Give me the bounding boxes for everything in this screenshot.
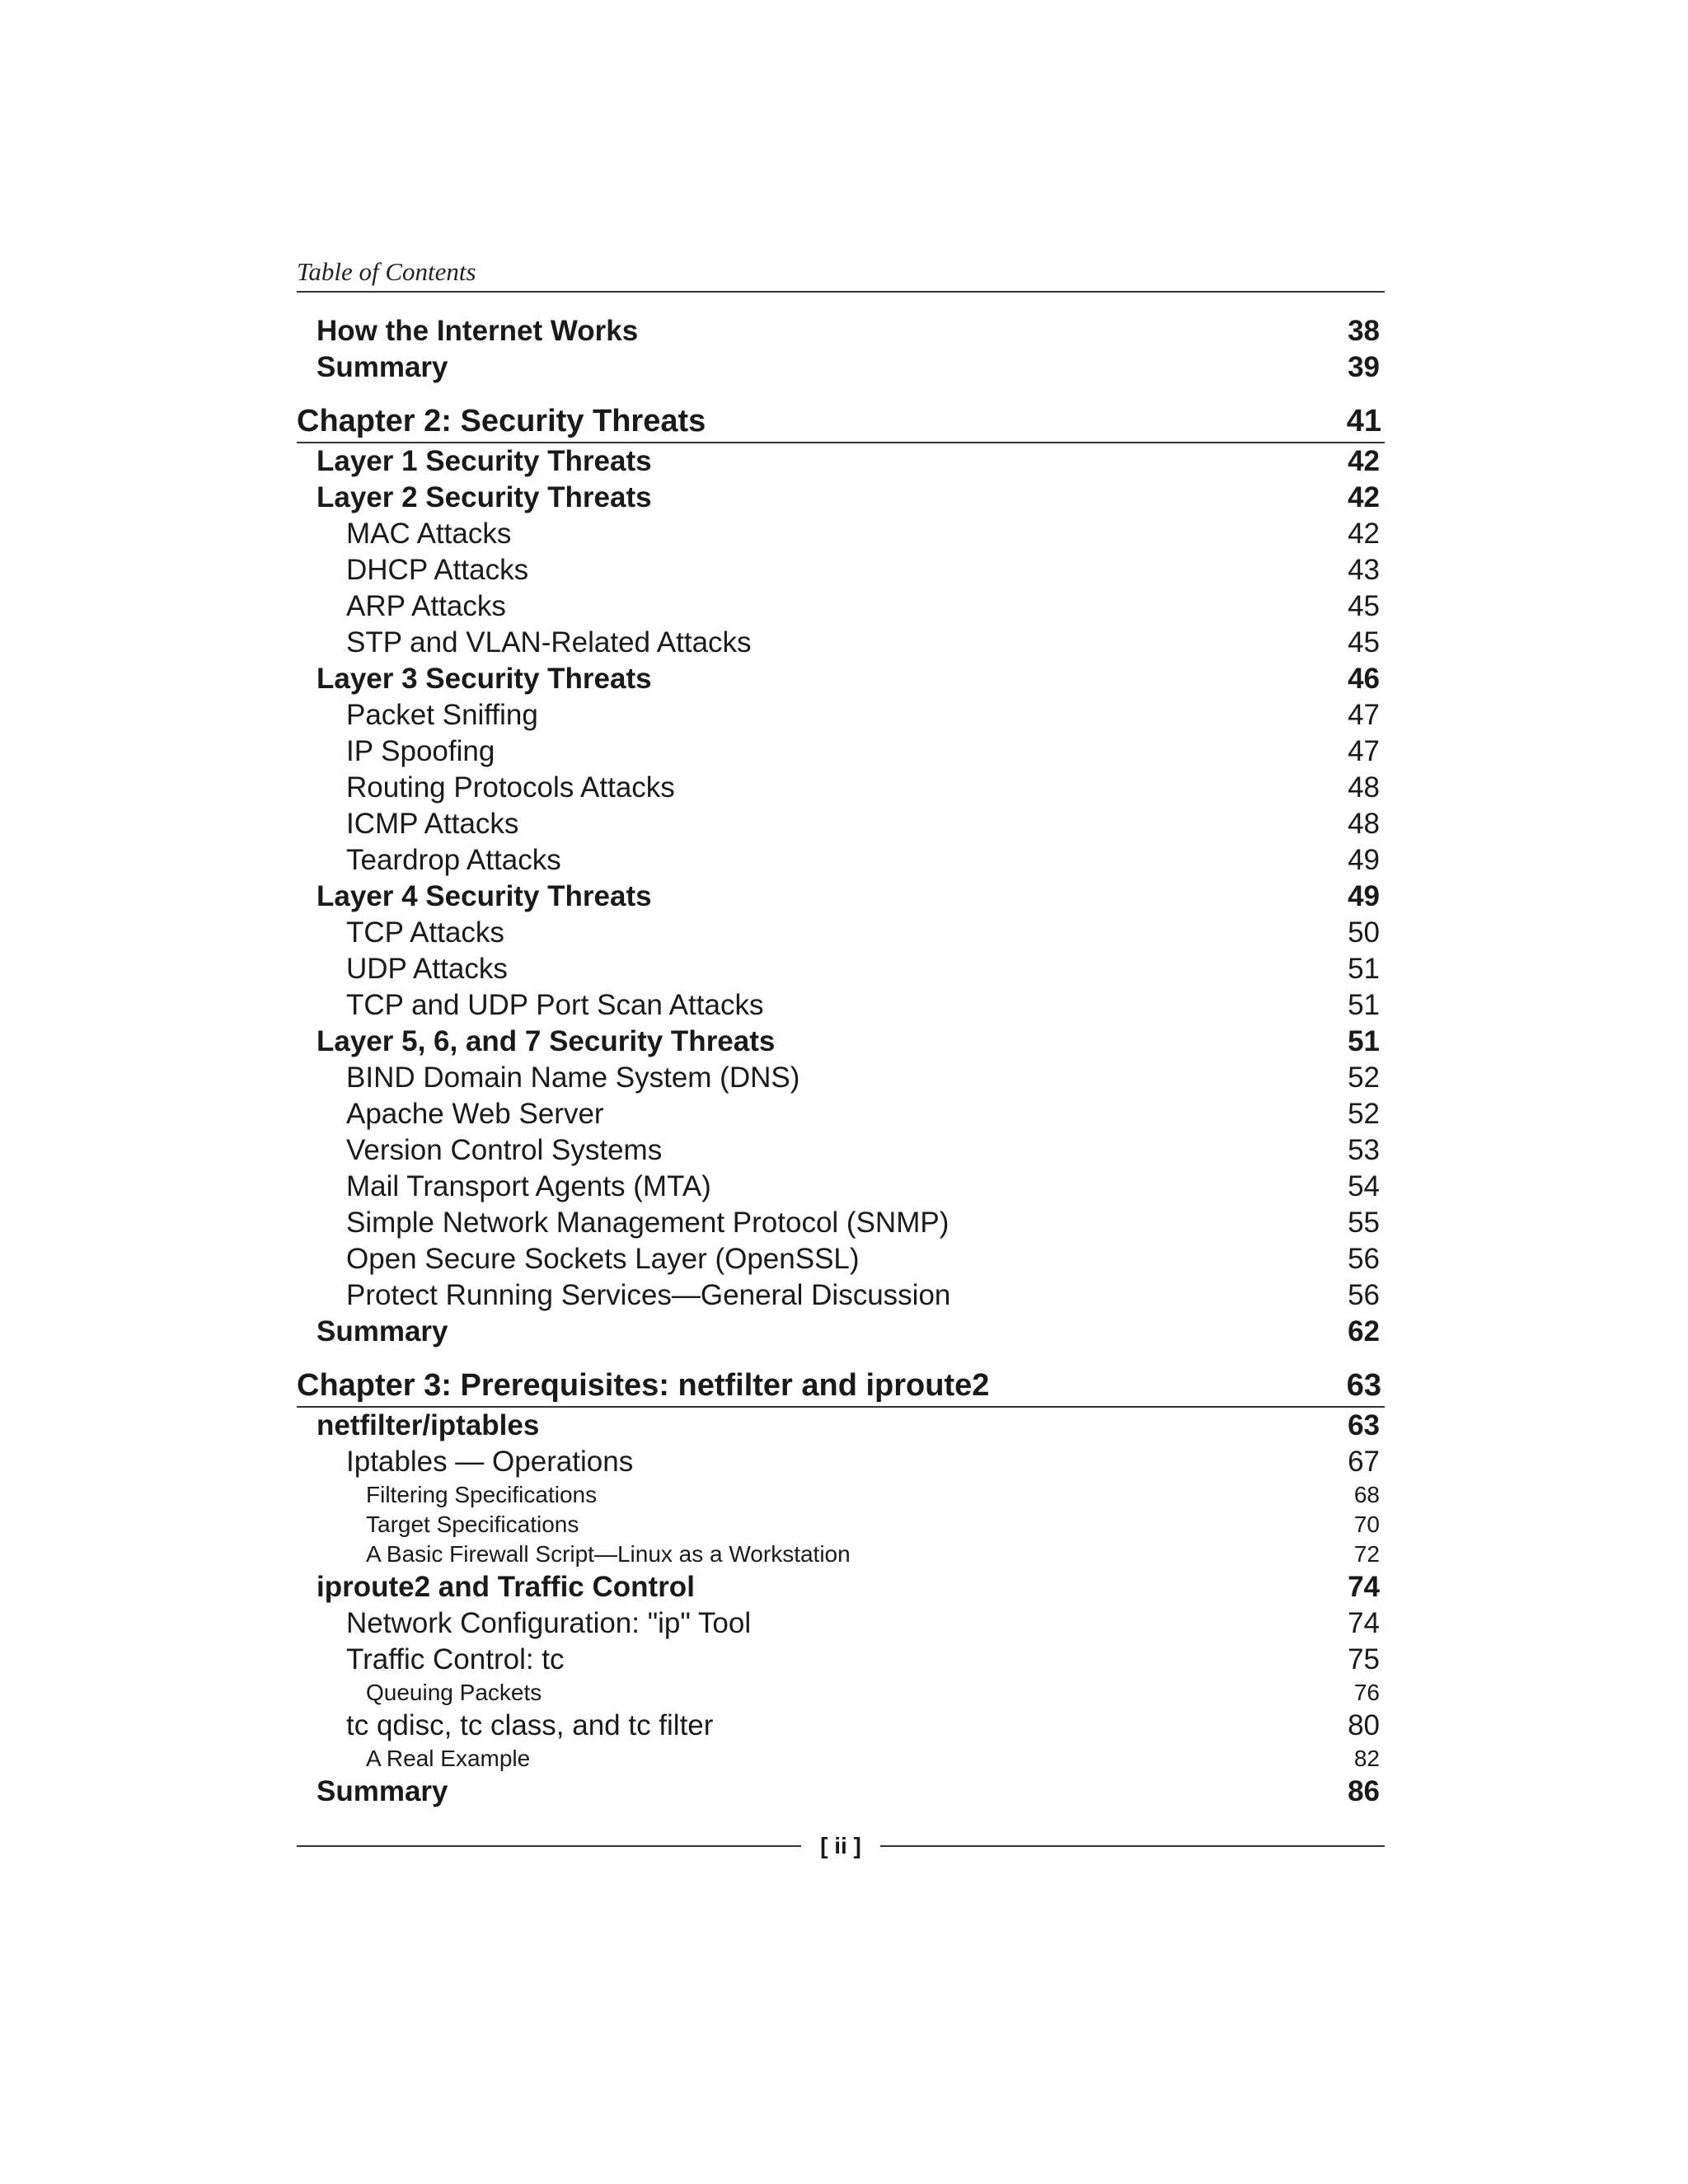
toc-entry-title: MAC Attacks	[346, 518, 512, 550]
toc-chapter-entry[interactable]	[297, 396, 1385, 443]
toc-entry[interactable]	[297, 1060, 1385, 1096]
page-number: [ ii ]	[820, 1833, 861, 1858]
toc-entry[interactable]	[297, 1169, 1385, 1205]
toc-entry-page-number: 56	[1348, 1279, 1380, 1311]
toc-entry-title: ICMP Attacks	[346, 808, 519, 840]
toc-entry[interactable]	[297, 1408, 1385, 1444]
toc-entry-page-number: 52	[1348, 1098, 1380, 1130]
toc-entry-page-number: 45	[1348, 626, 1380, 658]
toc-entry[interactable]	[297, 915, 1385, 951]
toc-entry-page-number: 49	[1348, 844, 1380, 876]
footer-rule-left	[297, 1845, 801, 1847]
toc-entry-title: Chapter 3: Prerequisites: netfilter and iproute2	[297, 1368, 990, 1403]
table-of-contents	[297, 313, 1385, 1810]
toc-entry-title: Summary	[316, 1315, 448, 1347]
toc-entry-page-number: 70	[1353, 1511, 1380, 1537]
toc-entry[interactable]	[297, 1540, 1385, 1569]
toc-entry-title: Open Secure Sockets Layer (OpenSSL)	[346, 1243, 860, 1275]
toc-entry-page-number: 38	[1348, 315, 1380, 347]
toc-entry[interactable]	[297, 987, 1385, 1024]
toc-entry-page-number: 47	[1348, 699, 1380, 731]
page-footer	[297, 1831, 1385, 1861]
toc-entry-title: ARP Attacks	[346, 590, 506, 622]
toc-entry-title: IP Spoofing	[346, 735, 495, 767]
footer-rule-right	[880, 1845, 1385, 1847]
toc-entry-title: Chapter 2: Security Threats	[297, 404, 706, 438]
toc-entry[interactable]	[297, 1314, 1385, 1350]
toc-entry-title: UDP Attacks	[346, 953, 508, 985]
toc-entry[interactable]	[297, 1480, 1385, 1510]
toc-entry-title: iproute2 and Traffic Control	[316, 1571, 695, 1603]
toc-entry-title: Simple Network Management Protocol (SNMP)	[346, 1207, 950, 1239]
toc-entry[interactable]	[297, 1642, 1385, 1678]
chapter-spacer	[297, 1350, 1385, 1360]
toc-entry[interactable]	[297, 1205, 1385, 1241]
toc-entry-title: Routing Protocols Attacks	[346, 771, 675, 804]
toc-entry[interactable]	[297, 443, 1385, 480]
toc-entry[interactable]	[297, 806, 1385, 842]
toc-entry-title: Queuing Packets	[366, 1680, 542, 1705]
toc-entry-page-number: 68	[1353, 1482, 1380, 1507]
toc-entry-title: Protect Running Services—General Discussion	[346, 1279, 951, 1311]
toc-entry-page-number: 49	[1348, 880, 1380, 912]
toc-chapter-entry[interactable]	[297, 1360, 1385, 1408]
toc-entry-page-number: 74	[1348, 1607, 1380, 1639]
toc-entry-title: Iptables — Operations	[346, 1446, 634, 1478]
toc-entry[interactable]	[297, 1678, 1385, 1708]
toc-entry[interactable]	[297, 951, 1385, 987]
toc-entry[interactable]	[297, 516, 1385, 552]
running-head: Table of Contents	[297, 257, 476, 286]
toc-entry-title: Network Configuration: "ip" Tool	[346, 1607, 752, 1639]
toc-entry-title: Packet Sniffing	[346, 699, 538, 731]
toc-entry-page-number: 74	[1348, 1571, 1380, 1603]
toc-entry-page-number: 51	[1348, 1025, 1380, 1057]
toc-entry[interactable]	[297, 1510, 1385, 1540]
toc-entry-title: STP and VLAN-Related Attacks	[346, 626, 752, 658]
toc-entry[interactable]	[297, 1774, 1385, 1810]
toc-entry-page-number: 62	[1348, 1315, 1380, 1347]
toc-entry-page-number: 48	[1348, 771, 1380, 804]
toc-entry-title: Layer 4 Security Threats	[316, 880, 652, 912]
toc-entry[interactable]	[297, 552, 1385, 588]
document-page	[297, 0, 1385, 2184]
toc-entry[interactable]	[297, 1744, 1385, 1774]
toc-entry-title: Summary	[316, 1775, 448, 1807]
toc-entry-page-number: 72	[1353, 1541, 1380, 1567]
toc-entry[interactable]	[297, 842, 1385, 879]
toc-entry-title: Traffic Control: tc	[346, 1643, 565, 1675]
toc-entry-page-number: 82	[1353, 1746, 1380, 1771]
toc-entry[interactable]	[297, 1605, 1385, 1642]
toc-entry-page-number: 75	[1348, 1643, 1380, 1675]
toc-entry-page-number: 86	[1348, 1775, 1380, 1807]
toc-entry[interactable]	[297, 313, 1385, 349]
toc-entry-title: A Basic Firewall Script—Linux as a Workstation	[366, 1541, 851, 1567]
toc-entry-page-number: 63	[1348, 1409, 1380, 1441]
toc-entry-title: Apache Web Server	[346, 1098, 604, 1130]
toc-entry-title: Filtering Specifications	[366, 1482, 598, 1507]
toc-entry-title: Layer 3 Security Threats	[316, 663, 652, 695]
toc-entry[interactable]	[297, 588, 1385, 625]
toc-entry-title: BIND Domain Name System (DNS)	[346, 1062, 800, 1094]
toc-entry-page-number: 51	[1348, 989, 1380, 1021]
toc-entry-title: netfilter/iptables	[316, 1409, 540, 1441]
chapter-spacer	[297, 386, 1385, 396]
toc-entry[interactable]	[297, 879, 1385, 915]
toc-entry-page-number: 46	[1348, 663, 1380, 695]
toc-entry-page-number: 50	[1348, 916, 1380, 949]
toc-entry-page-number: 41	[1346, 404, 1381, 438]
toc-entry[interactable]	[297, 1569, 1385, 1605]
toc-entry[interactable]	[297, 1024, 1385, 1060]
toc-entry-page-number: 47	[1348, 735, 1380, 767]
toc-entry-title: Mail Transport Agents (MTA)	[346, 1170, 711, 1202]
toc-entry-page-number: 80	[1348, 1709, 1380, 1741]
toc-entry-title: Layer 5, 6, and 7 Security Threats	[316, 1025, 776, 1057]
toc-entry[interactable]	[297, 1096, 1385, 1132]
toc-entry-page-number: 39	[1348, 351, 1380, 383]
toc-entry[interactable]	[297, 770, 1385, 806]
toc-entry-title: A Real Example	[366, 1746, 531, 1771]
toc-entry[interactable]	[297, 1277, 1385, 1314]
toc-entry[interactable]	[297, 1241, 1385, 1277]
toc-entry[interactable]	[297, 1708, 1385, 1744]
toc-entry[interactable]	[297, 661, 1385, 697]
toc-entry-page-number: 48	[1348, 808, 1380, 840]
toc-entry-page-number: 55	[1348, 1207, 1380, 1239]
toc-entry-title: tc qdisc, tc class, and tc filter	[346, 1709, 714, 1741]
toc-entry-page-number: 42	[1348, 445, 1380, 477]
toc-entry-page-number: 67	[1348, 1446, 1380, 1478]
toc-entry-page-number: 45	[1348, 590, 1380, 622]
toc-entry-page-number: 42	[1348, 518, 1380, 550]
toc-entry[interactable]	[297, 1444, 1385, 1480]
toc-entry[interactable]	[297, 733, 1385, 770]
toc-entry-title: TCP and UDP Port Scan Attacks	[346, 989, 764, 1021]
toc-entry[interactable]	[297, 480, 1385, 516]
toc-entry-title: Layer 2 Security Threats	[316, 481, 652, 513]
toc-entry-page-number: 42	[1348, 481, 1380, 513]
toc-entry-page-number: 53	[1348, 1134, 1380, 1166]
toc-entry[interactable]	[297, 625, 1385, 661]
toc-entry-page-number: 56	[1348, 1243, 1380, 1275]
toc-entry-title: TCP Attacks	[346, 916, 504, 949]
toc-entry-title: Summary	[316, 351, 448, 383]
toc-entry-page-number: 76	[1353, 1680, 1380, 1705]
header-rule	[297, 291, 1385, 293]
toc-entry-page-number: 43	[1348, 554, 1380, 586]
toc-entry-title: Target Specifications	[366, 1511, 579, 1537]
toc-entry[interactable]	[297, 349, 1385, 386]
toc-entry-page-number: 51	[1348, 953, 1380, 985]
toc-entry[interactable]	[297, 697, 1385, 733]
toc-entry[interactable]	[297, 1132, 1385, 1169]
toc-entry-title: DHCP Attacks	[346, 554, 529, 586]
toc-entry-page-number: 52	[1348, 1062, 1380, 1094]
toc-entry-title: How the Internet Works	[316, 315, 639, 347]
toc-entry-title: Layer 1 Security Threats	[316, 445, 652, 477]
toc-entry-title: Version Control Systems	[346, 1134, 663, 1166]
toc-entry-page-number: 63	[1346, 1368, 1381, 1403]
toc-entry-title: Teardrop Attacks	[346, 844, 561, 876]
toc-entry-page-number: 54	[1348, 1170, 1380, 1202]
